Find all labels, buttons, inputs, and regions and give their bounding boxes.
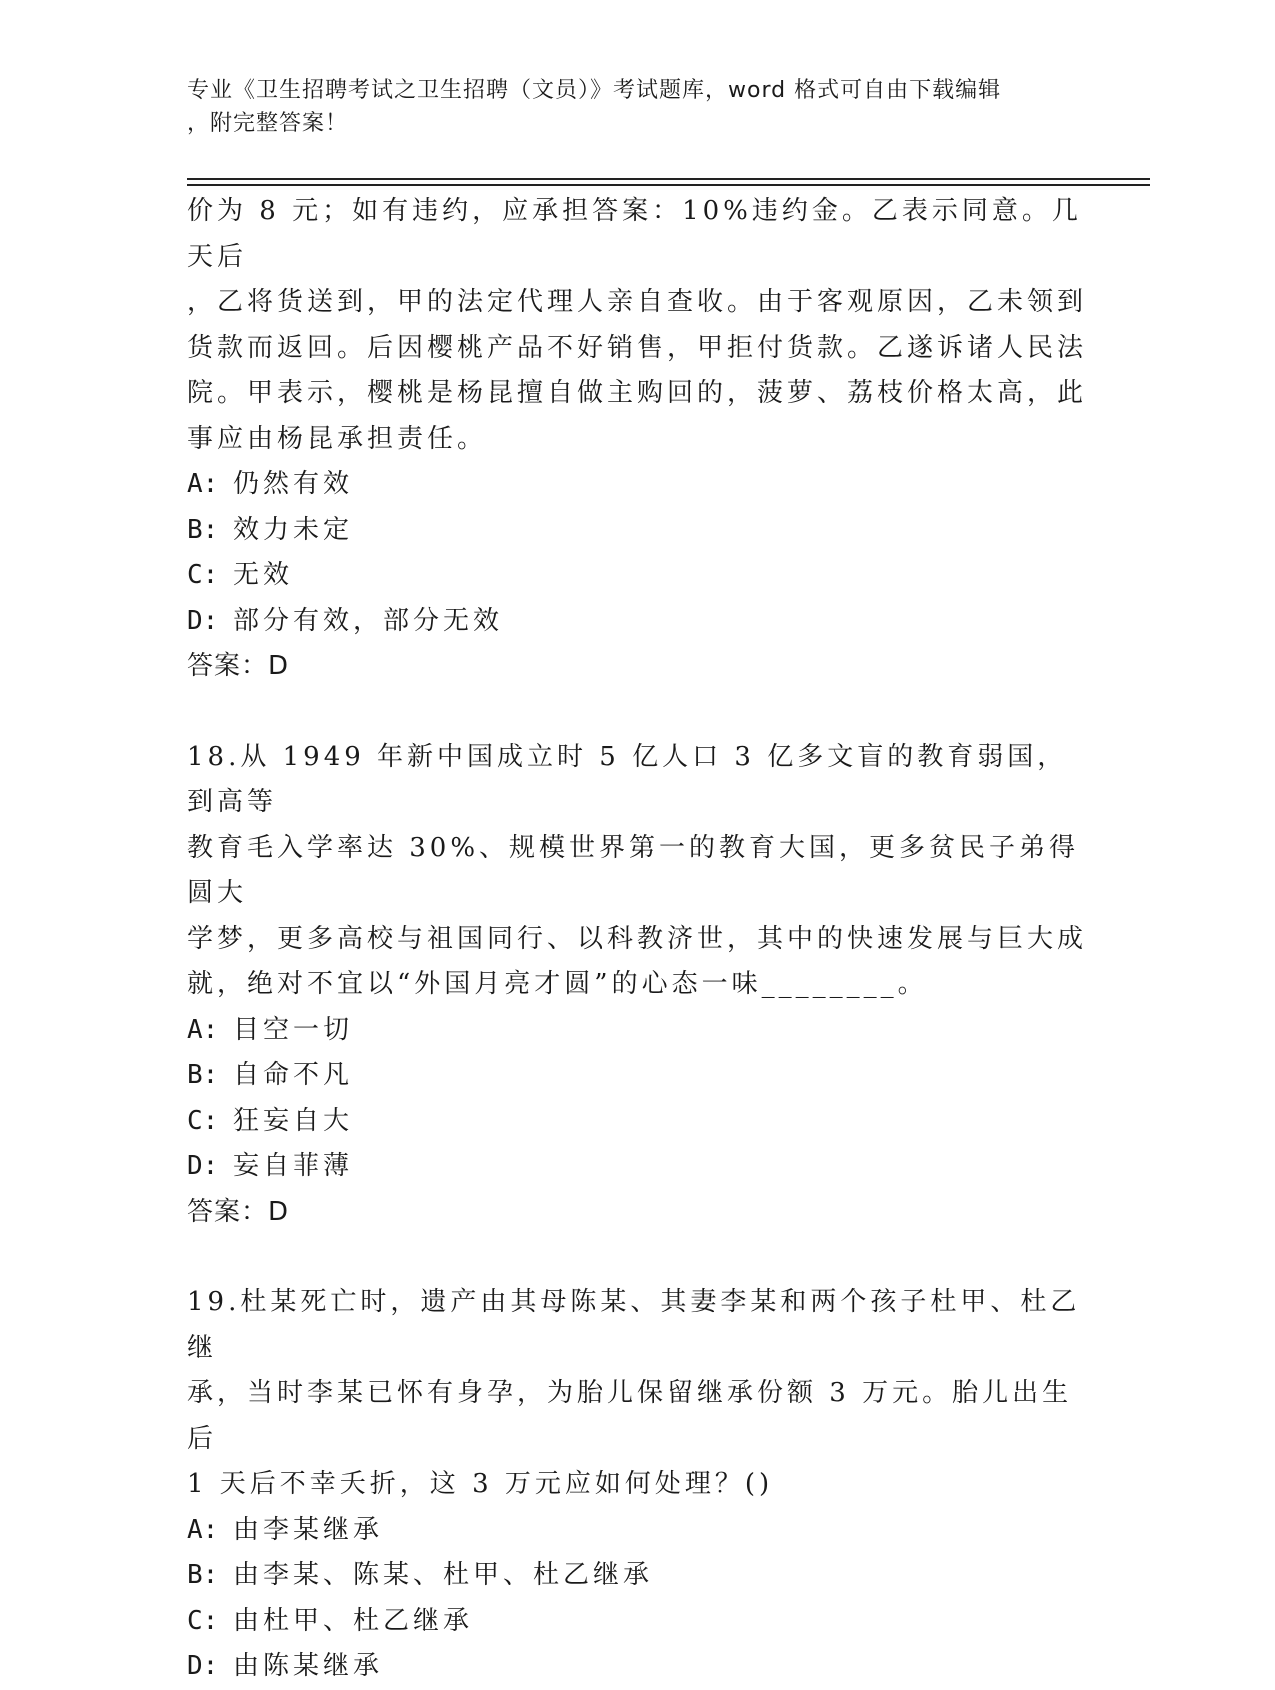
option-b	[187, 1553, 1087, 1599]
option-text: 由杜甲、杜乙继承	[233, 1605, 474, 1636]
option-text: 目空一切	[233, 1014, 354, 1045]
option-label: A:	[187, 1514, 219, 1545]
question-spacer	[187, 690, 1087, 735]
option-c	[187, 553, 1087, 599]
option-label: A:	[187, 1014, 219, 1045]
option-d	[187, 1644, 1087, 1690]
question-17	[187, 189, 1087, 690]
option-text: 由陈某继承	[233, 1651, 384, 1681]
question-17-text	[187, 189, 1087, 462]
answer-line: 答案：D	[187, 1196, 290, 1227]
option-text: 由李某继承	[233, 1514, 384, 1545]
option-label: C:	[187, 1105, 219, 1136]
option-d	[187, 1144, 1087, 1190]
question-text-line: 19.杜某死亡时，遗产由其母陈某、其妻李某和两个孩子杜甲、杜乙继	[187, 1287, 1081, 1363]
option-label: C:	[187, 1605, 219, 1636]
question-text-line: 就，绝对不宜以“外国月亮才圆”的心态一味________。	[187, 969, 928, 999]
question-18-text	[187, 735, 1087, 1008]
option-label: B:	[187, 1560, 219, 1590]
option-text: 由李某、陈某、杜甲、杜乙继承	[233, 1560, 654, 1590]
question-text-line: 价为 8 元；如有违约，应承担答案：10%违约金。乙表示同意。几天后	[187, 196, 1082, 272]
header-rule-top	[187, 178, 1150, 180]
question-text-line: 1 天后不幸夭折，这 3 万元应如何处理？()	[187, 1469, 774, 1499]
option-label: C:	[187, 560, 219, 590]
question-19	[187, 1280, 1087, 1690]
option-label: B:	[187, 1060, 219, 1090]
document-header	[187, 74, 1067, 140]
question-text-line: 货款而返回。后因樱桃产品不好销售，甲拒付货款。乙遂诉诸人民法	[187, 332, 1088, 363]
question-text-line: ，乙将货送到，甲的法定代理人亲自查收。由于客观原因，乙未领到	[187, 287, 1088, 317]
question-18	[187, 735, 1087, 1236]
option-label: D:	[187, 1151, 219, 1181]
option-c	[187, 1099, 1087, 1145]
question-text-line: 学梦，更多高校与祖国同行、以科教济世，其中的快速发展与巨大成	[187, 923, 1088, 954]
question-text-line: 18.从 1949 年新中国成立时 5 亿人口 3 亿多文盲的教育弱国，到高等	[187, 741, 1068, 817]
question-19-text	[187, 1280, 1087, 1508]
question-text-line: 教育毛入学率达 30%、规模世界第一的教育大国，更多贫民子弟得圆大	[187, 832, 1080, 908]
option-label: A:	[187, 469, 219, 499]
option-text: 自命不凡	[233, 1060, 354, 1090]
option-c	[187, 1599, 1087, 1645]
option-text: 狂妄自大	[233, 1105, 354, 1136]
option-label: D:	[187, 1651, 219, 1681]
header-line-2: ，附完整答案！	[187, 111, 349, 136]
question-text-line: 院。甲表示，樱桃是杨昆擅自做主购回的，菠萝、荔枝价格太高，此	[187, 378, 1088, 408]
option-text: 效力未定	[233, 514, 354, 545]
header-line-1: 专业《卫生招聘考试之卫生招聘（文员）》考试题库，word 格式可自由下载编辑	[187, 78, 1002, 103]
option-text: 无效	[233, 560, 294, 590]
option-text: 妄自菲薄	[233, 1151, 354, 1181]
option-label: D:	[187, 605, 219, 636]
option-a	[187, 462, 1087, 508]
question-text-line: 承，当时李某已怀有身孕，为胎儿保留继承份额 3 万元。胎儿出生后	[187, 1378, 1073, 1454]
option-b	[187, 1053, 1087, 1099]
option-b	[187, 508, 1087, 554]
header-rule-bottom	[187, 184, 1150, 186]
option-a	[187, 1008, 1087, 1054]
option-d	[187, 599, 1087, 645]
question-text-line: 事应由杨昆承担责任。	[187, 423, 488, 454]
option-a	[187, 1508, 1087, 1554]
option-label: B:	[187, 514, 219, 545]
option-text: 部分有效，部分无效	[233, 605, 504, 636]
document-body	[187, 189, 1087, 1690]
answer-line: 答案：D	[187, 651, 290, 681]
question-spacer	[187, 1235, 1087, 1280]
option-text: 仍然有效	[233, 469, 354, 499]
